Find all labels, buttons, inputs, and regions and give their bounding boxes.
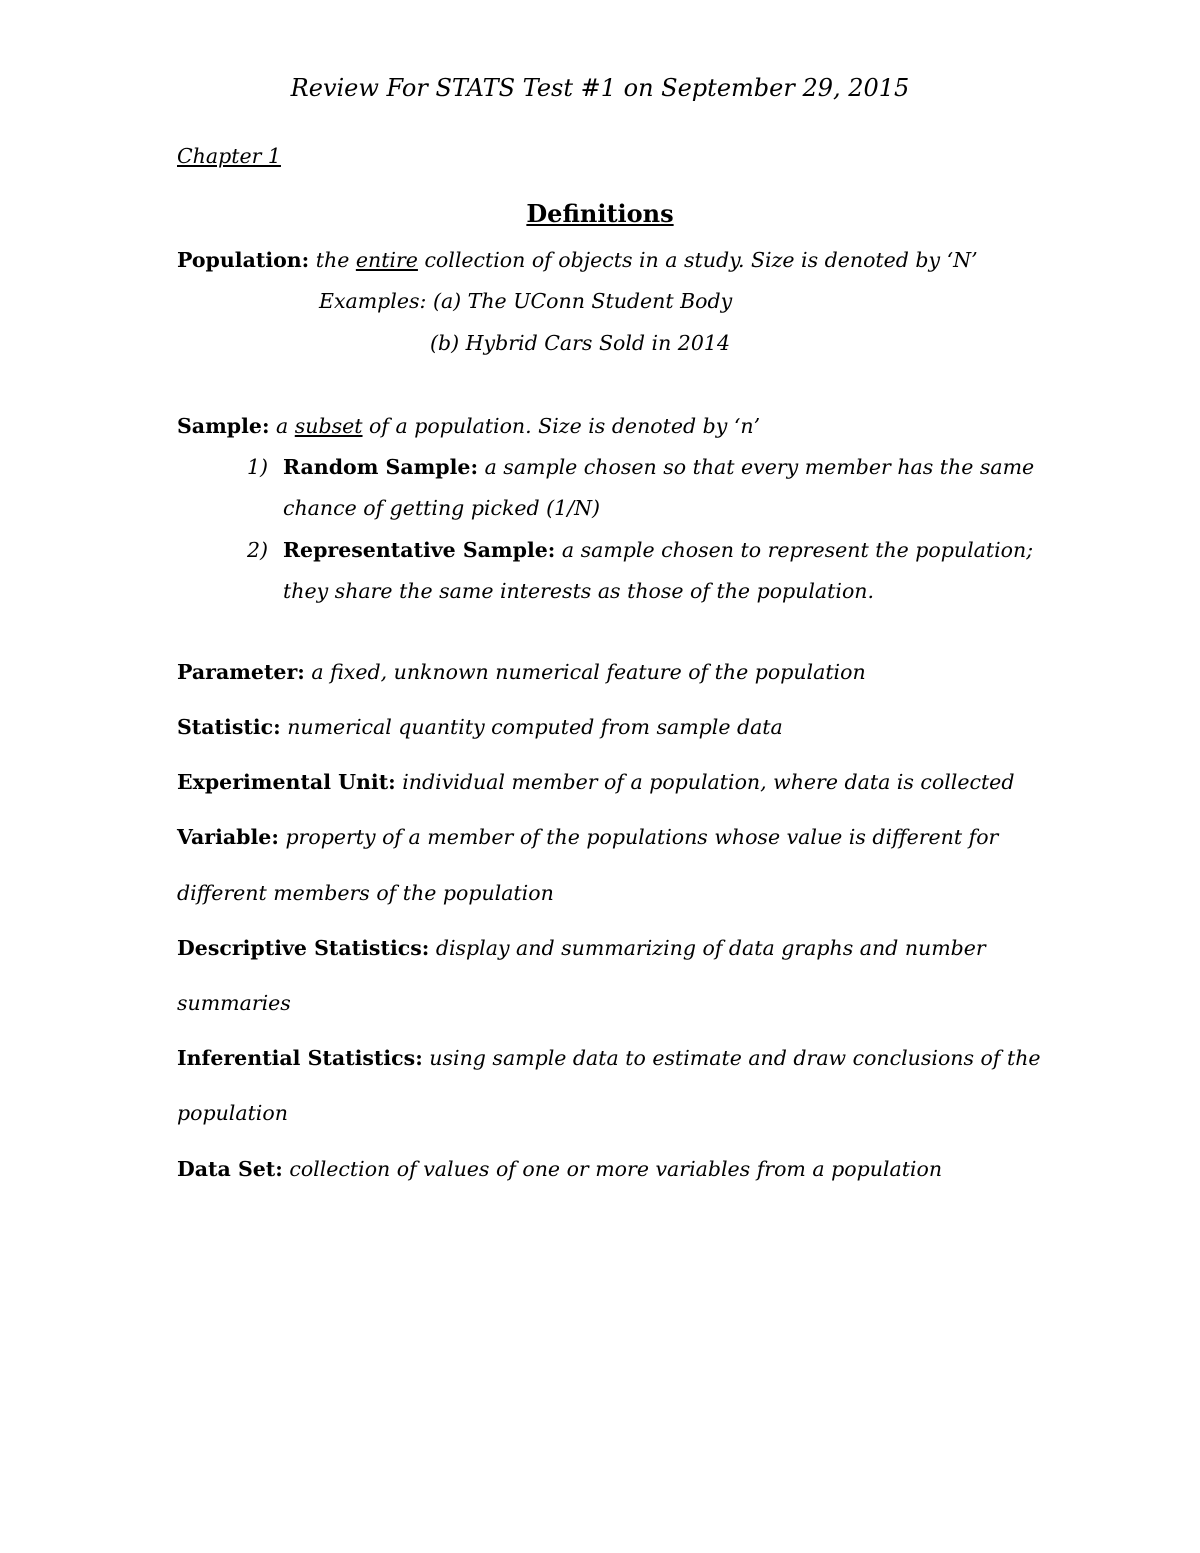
- definition-term: Variable:: [177, 825, 279, 849]
- definition-text: a sample chosen so that every member has the same: [478, 455, 1035, 479]
- definition-text: using sample data to estimate and draw conclusions of the: [422, 1046, 1041, 1070]
- inferential-statistics-definition-cont: population: [177, 1101, 288, 1125]
- section-heading: Definitions: [526, 199, 674, 228]
- definition-term: Representative Sample:: [283, 538, 556, 562]
- chapter-label: Chapter 1: [177, 144, 281, 168]
- parameter-definition: [177, 658, 866, 686]
- variable-definition: [177, 823, 998, 851]
- experimental-unit-definition: [177, 768, 1014, 796]
- list-number: 1): [247, 455, 269, 479]
- statistic-definition: [177, 713, 783, 741]
- representative-sample-definition-cont: they share the same interests as those of the population.: [283, 579, 875, 603]
- definition-term: Experimental Unit:: [177, 770, 396, 794]
- list-number: 2): [247, 538, 269, 562]
- population-example-a: Examples: (a) The UConn Student Body: [319, 289, 733, 313]
- definition-term: Data Set:: [177, 1157, 283, 1181]
- definition-emphasis: subset: [294, 414, 363, 438]
- definition-text: individual member of a population, where data is collected: [395, 770, 1015, 794]
- definition-text: the: [309, 248, 356, 272]
- definition-text: a: [269, 414, 295, 438]
- definition-term: Descriptive Statistics:: [177, 936, 430, 960]
- population-definition: [177, 246, 978, 274]
- definition-text: a fixed, unknown numerical feature of the population: [304, 660, 866, 684]
- definition-term: Inferential Statistics:: [177, 1046, 423, 1070]
- representative-sample-definition: [283, 536, 1033, 564]
- definition-text: of a population. Size is denoted by ‘n’: [362, 414, 761, 438]
- definition-term: Population:: [177, 248, 310, 272]
- random-sample-definition: [283, 453, 1034, 481]
- definition-term: Sample:: [177, 414, 270, 438]
- definition-text: numerical quantity computed from sample data: [280, 715, 783, 739]
- document-title: Review For STATS Test #1 on September 29, 2015: [290, 74, 910, 102]
- inferential-statistics-definition: [177, 1044, 1041, 1072]
- definition-text: collection of objects in a study. Size is denoted by ‘N’: [417, 248, 978, 272]
- random-sample-definition-cont: chance of getting picked (1/N): [283, 496, 601, 520]
- definition-term: Statistic:: [177, 715, 281, 739]
- descriptive-statistics-definition: [177, 934, 986, 962]
- descriptive-statistics-definition-cont: summaries: [177, 991, 291, 1015]
- definition-text: display and summarizing of data graphs and number: [429, 936, 986, 960]
- sample-definition: [177, 412, 760, 440]
- definition-text: a sample chosen to represent the population;: [555, 538, 1034, 562]
- definition-text: property of a member of the populations whose value is different for: [278, 825, 999, 849]
- definition-text: collection of values of one or more variables from a population: [282, 1157, 943, 1181]
- population-example-b: (b) Hybrid Cars Sold in 2014: [430, 331, 730, 355]
- definition-emphasis: entire: [355, 248, 418, 272]
- definition-term: Random Sample:: [283, 455, 479, 479]
- data-set-definition: [177, 1155, 942, 1183]
- definition-term: Parameter:: [177, 660, 305, 684]
- variable-definition-cont: different members of the population: [177, 881, 554, 905]
